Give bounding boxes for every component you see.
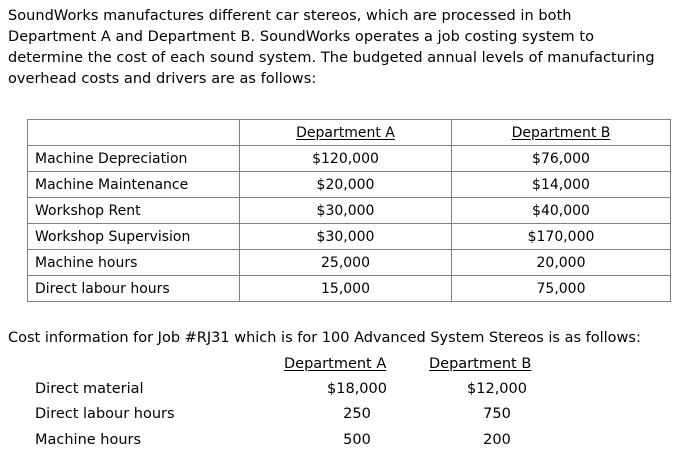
table-header-row (28, 120, 671, 146)
job-row (0, 381, 691, 401)
intro-line: determine the cost of each sound system. The budgeted annual levels of manufacturing (8, 50, 655, 66)
table-row (28, 198, 671, 224)
department-a-value: $30,000 (240, 198, 452, 224)
row-label: Machine Depreciation (28, 146, 240, 172)
job-header-department-b: Department B (429, 356, 532, 372)
job-header-department-a: Department A (284, 356, 387, 372)
table-row (28, 250, 671, 276)
job-row-label: Direct labour hours (35, 406, 175, 422)
department-a-value: 15,000 (240, 276, 452, 302)
table-row (28, 276, 671, 302)
department-a-value: $30,000 (240, 224, 452, 250)
table-row (28, 172, 671, 198)
job-department-b-value: 750 (483, 406, 511, 422)
job-row-label: Direct material (35, 381, 144, 397)
header-department-b: Department B (511, 124, 611, 141)
department-a-value: $20,000 (240, 172, 452, 198)
intro-paragraph (8, 6, 678, 90)
row-label: Direct labour hours (28, 276, 240, 302)
table-row (28, 146, 671, 172)
overhead-cost-table (27, 119, 671, 302)
job-department-a-value: 250 (343, 406, 371, 422)
department-b-value: $40,000 (452, 198, 671, 224)
department-a-value: 25,000 (240, 250, 452, 276)
department-b-value: $76,000 (452, 146, 671, 172)
intro-line: overhead costs and drivers are as follows: (8, 71, 317, 87)
job-department-a-value: 500 (343, 432, 371, 448)
department-b-value: 20,000 (452, 250, 671, 276)
header-cell-empty (28, 120, 240, 146)
row-label: Machine Maintenance (28, 172, 240, 198)
header-cell-department-b (452, 120, 671, 146)
job-department-b-value: 200 (483, 432, 511, 448)
job-row (0, 432, 691, 452)
department-a-value: $120,000 (240, 146, 452, 172)
department-b-value: 75,000 (452, 276, 671, 302)
intro-line: Department A and Department B. SoundWorks operates a job costing system to (8, 29, 595, 45)
job-cost-intro: Cost information for Job #RJ31 which is for 100 Advanced System Stereos is as follows: (8, 330, 641, 346)
department-b-value: $170,000 (452, 224, 671, 250)
job-department-a-value: $18,000 (327, 381, 387, 397)
row-label: Machine hours (28, 250, 240, 276)
header-department-a: Department A (296, 124, 395, 141)
row-label: Workshop Rent (28, 198, 240, 224)
row-label: Workshop Supervision (28, 224, 240, 250)
job-row-label: Machine hours (35, 432, 142, 448)
header-cell-department-a (240, 120, 452, 146)
department-b-value: $14,000 (452, 172, 671, 198)
job-department-b-value: $12,000 (467, 381, 527, 397)
intro-line: SoundWorks manufactures different car stereos, which are processed in both (8, 8, 572, 24)
table-row (28, 224, 671, 250)
job-row (0, 406, 691, 426)
